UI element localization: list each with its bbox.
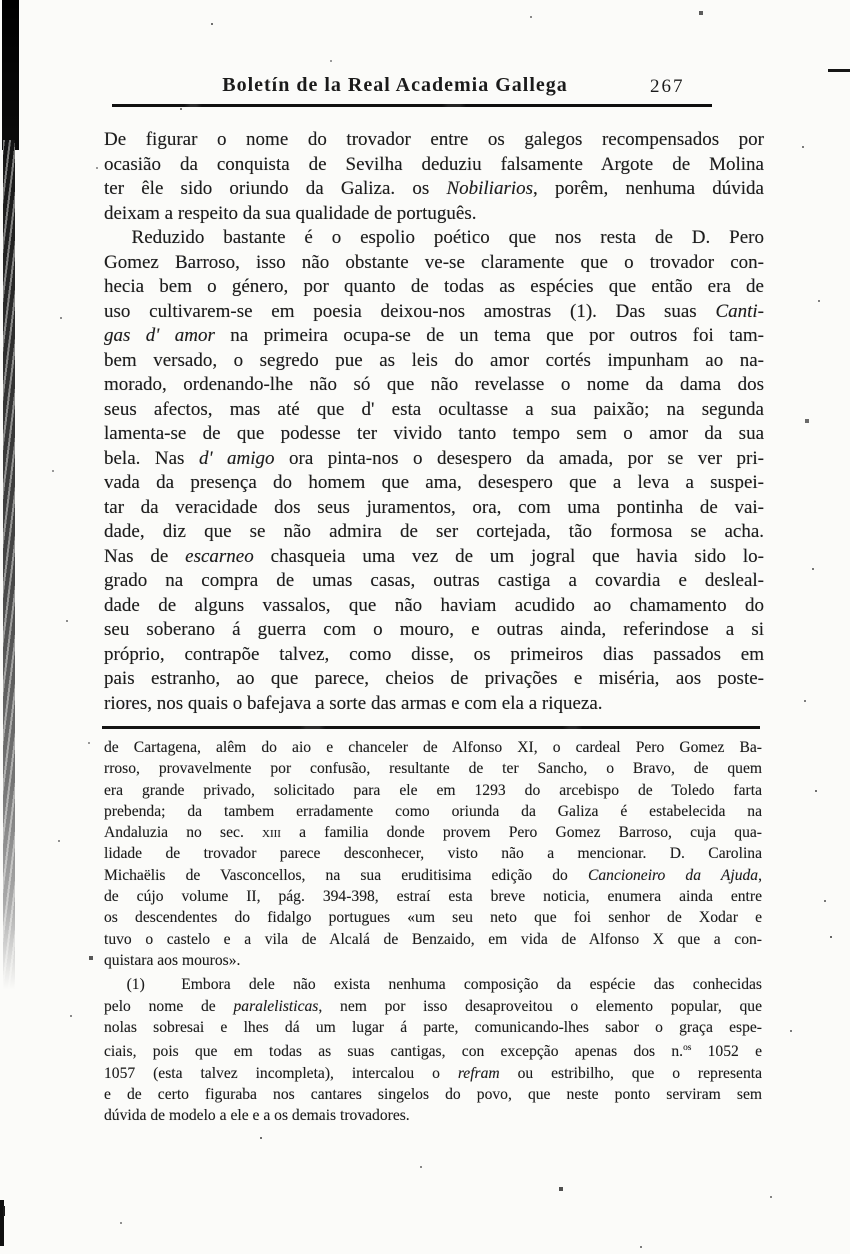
text-line [104, 545, 764, 570]
text-run: rroso, provavelmente por confusão, resultante de ter Sancho, o Bravo, de quem [104, 760, 762, 778]
text-run: (1) Embora dele não exista nenhuma composição da espécie das conhecidas [126, 976, 762, 994]
body-text [104, 128, 764, 716]
text-run: ou estribilho, que o representa [499, 1064, 762, 1082]
text-run: Michaëlis de Vasconcellos, na sua eruditisima edição do [104, 866, 588, 884]
text-line [104, 886, 762, 907]
text-run: vada da presença do homem que ama, desespero que a leva a suspei- [104, 472, 764, 493]
text-run: De figurar o nome do trovador entre os galegos recompensados por [104, 129, 764, 150]
text-run: dúvida de modelo a ele e a os demais trovadores. [104, 1107, 410, 1125]
text-line [104, 496, 764, 521]
text-run: riores, nos quais o bafejava a sorte das armas e com ela a riqueza. [104, 692, 603, 714]
footnote-text [104, 737, 762, 1127]
text-line [104, 471, 764, 496]
text-line [104, 907, 762, 928]
page-number: 267 [650, 76, 685, 97]
text-line [104, 373, 764, 398]
text-line [104, 594, 764, 619]
text-run: Andaluzia no sec. [104, 824, 263, 842]
text-run: seu soberano á guerra com o mouro, e outras ainda, referindose a si [104, 619, 764, 640]
scan-artifact-top-right [828, 69, 850, 72]
text-run: tuvo o castelo e a vila de Alcalá de Benzaido, em vida de Alfonso X que a con- [104, 930, 762, 948]
text-line [104, 226, 764, 251]
text-run: na primeira ocupa-se de un tema que por outros foi tam- [214, 325, 764, 346]
text-line [104, 1084, 762, 1105]
text-line [104, 692, 764, 717]
text-run: 1052 e [691, 1043, 762, 1061]
text-run: hecia bem o género, por quanto de todas as espécies que então era de [104, 276, 764, 297]
text-run: ter êle sido oriundo da Galiza. os [104, 178, 447, 199]
text-run: , [758, 866, 762, 884]
text-line [104, 843, 762, 864]
text-line [104, 422, 764, 447]
header-rule [112, 104, 712, 107]
italic-text: Nobiliarios [446, 178, 534, 199]
text-line [104, 349, 764, 374]
text-line [104, 643, 764, 668]
journal-title: Boletín de la Real Academia Gallega [222, 74, 568, 96]
text-line [104, 153, 764, 178]
text-line [104, 929, 762, 950]
text-run: próprio, contrapõe talvez, como disse, os primeiros dias passados em [104, 643, 764, 665]
text-line [104, 447, 764, 472]
text-line [104, 1063, 762, 1084]
text-line [104, 177, 764, 202]
footnote-separator [102, 726, 760, 729]
text-run: nolas sobresai e lhes dá um lugar á parte, comunicando-lhes sabor o graça espe- [104, 1018, 762, 1036]
scan-noise-speckles [0, 0, 2, 2]
text-run: ora pinta-nos o desespero da amada, por se ver pri- [274, 447, 764, 469]
text-run: dade, diz que se não admira de ser cortejada, tão formosa se acha. [104, 521, 764, 542]
text-line [104, 822, 762, 843]
text-run: pais estranho, ao que parece, cheios de privações e miséria, aos poste- [104, 668, 764, 689]
italic-text: paralelisticas [233, 997, 319, 1015]
text-line [104, 974, 762, 995]
text-line [104, 275, 764, 300]
text-run: 1057 (esta talvez incompleta), intercalou o [104, 1064, 458, 1082]
text-run: prebenda; da tambem erradamente como oriunda da Galiza é estabelecida na [104, 802, 762, 820]
text-run: seus afectos, mas até que d' esta ocultasse a sua paixão; na segunda [104, 398, 764, 420]
text-line [104, 618, 764, 643]
text-run: deixam a respeito da sua qualidade de português. [104, 202, 477, 224]
text-line [104, 780, 762, 801]
text-line [104, 1105, 762, 1126]
text-line [104, 520, 764, 545]
text-run: uso cultivarem-se em poesia deixou-nos amostras (1). Das suas [104, 300, 716, 322]
text-run: grado na compra de umas casas, outras castiga a covardia e desleal- [104, 570, 764, 591]
italic-text: refram [457, 1064, 500, 1082]
text-run: lamenta-se de que podesse ter vivido tanto tempo sem o amor da sua [104, 423, 764, 444]
scan-artifact-left-band [3, 140, 15, 990]
text-run: bela. Nas [104, 447, 199, 469]
text-run: Reduzido bastante é o espolio poético que nos resta de D. Pero [131, 227, 764, 248]
text-line [104, 300, 764, 325]
text-run: ocasião da conquista de Sevilha deduziu falsamente Argote de Molina [104, 153, 764, 175]
text-run: , nem por isso desaproveitou o elemento popular, que [318, 997, 762, 1015]
text-run: , porêm, nenhuma dúvida [533, 178, 764, 199]
text-line [104, 758, 762, 779]
text-run: lidade de trovador parece desconhecer, visto não a mencionar. D. Carolina [104, 845, 762, 863]
text-line [104, 324, 764, 349]
text-run: Nas de [104, 545, 186, 567]
text-line [104, 996, 762, 1017]
scan-artifact-bottom-left [0, 1200, 4, 1246]
text-run: chasqueia uma vez de um jogral que havia sido lo- [253, 545, 764, 567]
italic-text: d' amigo [198, 447, 275, 469]
text-line [104, 950, 762, 971]
text-line [104, 569, 764, 594]
text-run: os descendentes do fidalgo portugues «um seu neto que foi senhor de Xodar e [104, 909, 762, 927]
italic-text: gas d' amor [104, 325, 215, 346]
text-line [104, 865, 762, 886]
italic-text: escarneo [185, 545, 254, 567]
italic-text: Cancioneiro da Ajuda [587, 866, 759, 884]
text-run: morado, ordenando-lhe não só que não revelasse o nome da dama dos [104, 374, 764, 395]
text-run: Gomez Barroso, isso não obstante ve-se claramente que o trovador con- [104, 251, 764, 273]
text-run: pelo nome de [104, 997, 234, 1015]
text-run: de Cartagena, alêm do aio e chanceler de Alfonso XI, o cardeal Pero Gomez Ba- [104, 739, 762, 756]
text-line [104, 128, 764, 153]
scan-artifact-left-band-top [2, 0, 19, 150]
text-run: xiii [262, 824, 281, 842]
text-run: tar da veracidade dos seus juramentos, ora, com uma pontinha de vai- [104, 496, 764, 518]
text-line [104, 1017, 762, 1038]
text-line [104, 251, 764, 276]
text-line [104, 398, 764, 423]
text-run: os [683, 1043, 692, 1054]
text-run: a familia donde provem Pero Gomez Barroso, cuja qua- [280, 824, 762, 842]
text-line [104, 801, 762, 822]
italic-text: Canti- [715, 300, 764, 322]
text-run: dade de alguns vassalos, que não haviam acudido ao chamamento do [104, 594, 764, 616]
text-run: e de certo figuraba nos cantares singelos do povo, que neste ponto serviram sem [104, 1085, 762, 1103]
text-run: de cújo volume II, pág. 394-398, estraí esta breve noticia, enumera ainda entre [104, 888, 762, 906]
text-line [104, 202, 764, 227]
text-line [104, 1038, 762, 1062]
text-run: quistara aos mouros». [104, 951, 241, 969]
text-run: era grande privado, solicitado para ele em 1293 do arcebispo de Toledo farta [104, 781, 762, 799]
text-run: ciais, pois que em todas as suas cantigas, con excepção apenas dos n. [104, 1043, 684, 1061]
text-run: bem versado, o segredo pue as leis do amor cortés impunham ao na- [104, 349, 764, 371]
text-line [104, 667, 764, 692]
text-line [104, 737, 762, 758]
